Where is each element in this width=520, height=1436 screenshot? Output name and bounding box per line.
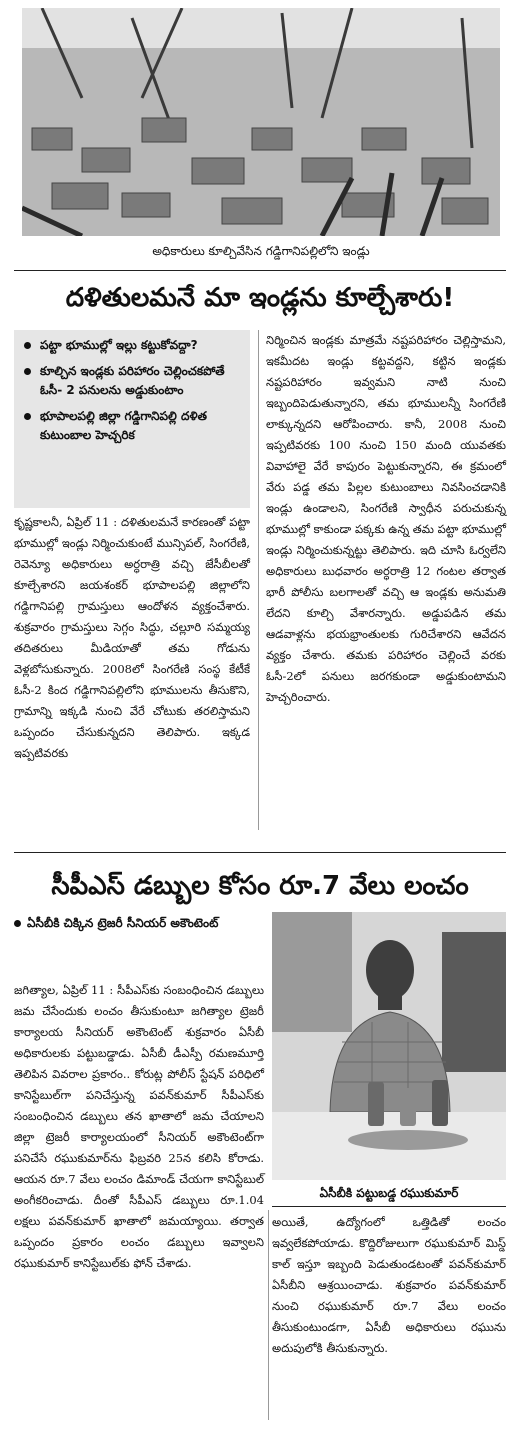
story2-headline: సీపీఎస్ డబ్బుల కోసం రూ.7 వేలు లంచం	[51, 871, 469, 901]
rubble-illustration	[22, 8, 500, 236]
person-at-desk-illustration	[272, 912, 506, 1180]
column-divider	[268, 1210, 269, 1420]
divider	[14, 270, 506, 271]
demolished-houses-photo	[22, 8, 500, 236]
story2-subhead: ఏసీబీకి చిక్కిన ట్రెజరీ సీనియర్ అకౌంటెంట్	[14, 912, 264, 934]
bullet-icon	[14, 920, 21, 927]
top-photo-caption: అధికారులు కూల్చివేసిన గడ్డిగానిపల్లిలోని ఇండ్లు	[152, 244, 370, 258]
column-divider	[258, 330, 259, 830]
story1-headline: దళితులమనే మా ఇండ్లను కూల్చేశారు!	[65, 283, 455, 313]
highlight-item: కూల్చిన ఇండ్లకు పరిహారం చెల్లించకపోతే ఓసీ- 2 పనులను అడ్డుకుంటాం	[22, 362, 244, 400]
accused-photo-caption: ఏసీబీకి పట్టుబడ్డ రఘుకుమార్	[272, 1180, 506, 1207]
highlight-item: పట్టా భూముల్లో ఇల్లు కట్టుకోవద్దా?	[22, 336, 244, 355]
story1-left-column: కృష్ణకాలనీ, ఏప్రిల్ 11 : దళితులమనే కారణంతో పట్టా భూముల్లో ఇండ్లు నిర్మించుకుంటే మున్సిపల్, సింగరేణి, రెవెన్యూ అధికారులు అర్ధరాత్రి వచ్చి జేసీబీలతో కూల్చేశారని జయశంకర్ భూపాలపల్లి జిల్లాలోని గడ్డిగానిపల్లి గ్రామస్తులు ఆందోళన వ్యక్తంచేశారు. శుక్రవారం గ్రామస్తులు సెగ్గం సిద్ధు, చల్లూరి సమ్మయ్య తదితరులు మీడియాతో తమ గోడును వెళ్లబోసుకున్నారు. 2008లో సింగరేణి సంస్థ కేటీకే ఓసీ-2 కింద గడ్డిగానిపల్లిలోని భూములను తీసుకొని, గ్రామాన్ని ఇక్కడి నుంచి వేరే చోటుకు తరలిస్తామని ఒప్పందం చేసుకున్నదని తెలిపారు. ఇక్కడ ఇప్పటివరకు	[14, 515, 250, 760]
accused-photo	[272, 912, 506, 1180]
highlight-item: భూపాలపల్లి జిల్లా గడ్డిగానిపల్లి దళిత కుటుంబాల హెచ్చరిక	[22, 407, 244, 445]
story1-highlights-box	[14, 330, 250, 508]
divider	[14, 852, 506, 853]
story1-right-column: నిర్మించిన ఇండ్లకు మాత్రమే నష్టపరిహారం చెల్లిస్తామని, ఇకమీదట ఇండ్లు కట్టవద్దని, కట్టిన ఇండ్లకు నష్టపరిహారం ఇవ్వమని నాటి నుంచి ఇబ్బందిపెడుతున్నారని, తమ భూములన్నీ సింగరేణి లాక్కున్నదని ఆరోపించారు. కానీ, 2008 నుంచి ఇప్పటివరకు 100 నుంచి 150 మంది యువతకు వివాహాలై వేరే కాపురం పెట్టుకున్నారని, ఈ క్రమంలో వేరు పడ్డ తమ పిల్లల కుటుంబాలు నివసించడానికి ఇండ్లు ఉండాలని, సింగరేణి స్వాధీన పరుచుకున్న భూముల్లో కాకుండా పక్కకు ఉన్న తమ పట్టా భూముల్లో ఇండ్లు నిర్మించుకున్నట్టు తెలిపారు. ఇది చూసి ఓర్వలేని అధికారులు బుధవారం అర్ధరాత్రి 12 గంటల తర్వాత భారీ పోలీసు బలగాలతో వచ్చి ఆ ఇండ్లకు అనుమతి లేదని కూల్చి వేశారన్నారు. అడ్డుపడిన తమ ఆడవాళ్లను భయభ్రాంతులకు గురిచేశారని ఆవేదన వ్యక్తం చేశారు. తమకు పరిహారం చెల్లించే వరకు ఓసీ-2లో పనులు జరగకుండా అడ్డుకుంటామని హెచ్చరించారు.	[266, 333, 506, 704]
bullet-icon	[24, 413, 31, 420]
story2-right-column: అయితే, ఉద్యోగంలో ఒత్తిడితో లంచం ఇవ్వలేకపోయాడు. కొద్దిరోజులుగా రఘుకుమార్ మిస్డ్ కాల్ ఇస్తూ ఇబ్బంది పెడుతుండటంతో పవన్‌కుమార్ ఏసీబీని ఆశ్రయించాడు. శుక్రవారం పవన్‌కుమార్ నుంచి రఘుకుమార్ రూ.7 వేలు లంచం తీసుకుంటుండగా, ఏసీబీ అధికారులు రఘును అదుపులోకి తీసుకున్నారు.	[272, 1215, 506, 1355]
bullet-icon	[24, 342, 31, 349]
bullet-icon	[24, 368, 31, 375]
story2-left-column: జగిత్యాల, ఏప్రిల్ 11 : సీపీఎస్‌కు సంబంధించిన డబ్బులు జమ చేసేందుకు లంచం తీసుకుంటూ జగిత్యాల ట్రెజరీ కార్యాలయ సీనియర్ అకౌంటెంట్ శుక్రవారం ఏసీబీ అధికారులకు పట్టుబడ్డాడు. ఏసీబీ డీఎస్పీ రమణమూర్తి తెలిపిన వివరాల ప్రకారం.. కోరుట్ల పోలీస్ స్టేషన్ పరిధిలో కానిస్టేబుల్‌గా పనిచేస్తున్న పవన్‌కుమార్ సీపీఎస్‌కు సంబంధించిన డబ్బులు తన ఖాతాలో జమ చేయాలని జిల్లా ట్రెజరీ కార్యాలయంలో సీనియర్ అకౌంటెంట్‌గా పనిచేసే రఘుకుమార్‌ను ఫిబ్రవరి 25న కలిసి కోరాడు. ఆయన రూ.7 వేలు లంచం డిమాండ్ చేయగా కానిస్టేబుల్ అంగీకరించాడు. దీంతో సీపీఎస్ డబ్బులు రూ.1.04 లక్షలు పవన్‌కుమార్ ఖాతాలో జమయ్యాయి. తర్వాత ఒప్పందం ప్రకారం లంచం డబ్బులు ఇవ్వాలని రఘుకుమార్ కానిస్టేబుల్‌కు ఫోన్ చేశాడు.	[14, 983, 264, 1270]
